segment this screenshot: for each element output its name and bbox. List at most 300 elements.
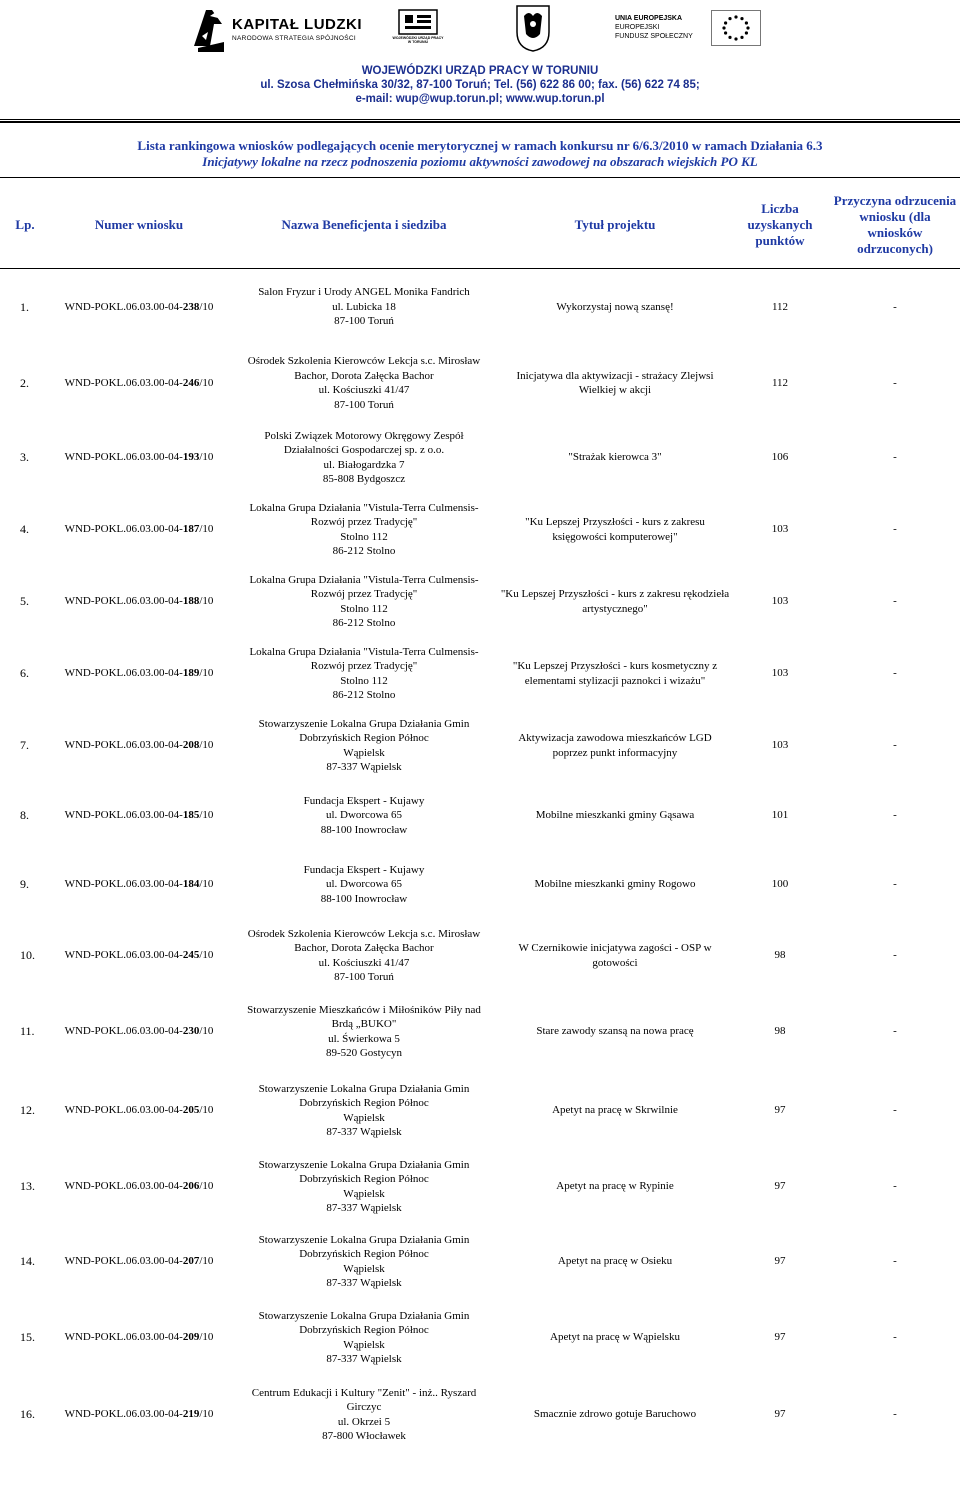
rejection-reason: -: [893, 451, 897, 464]
application-number-prefix: WND-POKL.06.03.00-04-: [64, 1331, 183, 1344]
cell-number: [50, 850, 228, 920]
points-value: 101: [771, 809, 789, 822]
points-value: 97: [774, 1408, 786, 1421]
application-number-id: 189: [182, 667, 200, 680]
beneficiary-line: 87-337 Wąpielsk: [326, 761, 402, 773]
cell-lp: [0, 638, 50, 710]
rejection-reason: -: [893, 523, 897, 536]
column-header-lp: Lp.: [0, 182, 50, 269]
beneficiary-line: Stowarzyszenie Lokalna Grupa Działania Gmin: [258, 1082, 470, 1095]
row-lp: 4.: [20, 522, 29, 537]
wup-logo-label: WOJEWÓDZKI URZĄD PRACY W TORUNIU: [392, 36, 444, 44]
cell-reason: [830, 850, 960, 920]
cell-reason: [830, 920, 960, 992]
cell-points: [730, 1224, 830, 1300]
project-title: Mobilne mieszkanki gminy Rogowo: [534, 878, 696, 891]
cell-reason: [830, 345, 960, 422]
cell-number: [50, 992, 228, 1072]
office-contact: e-mail: wup@wup.torun.pl; www.wup.torun.pl: [355, 93, 605, 105]
column-header-beneficiary: Nazwa Beneficjenta i siedziba: [228, 182, 500, 269]
logo-bar: [0, 0, 960, 62]
cell-points: [730, 1376, 830, 1454]
points-value: 103: [771, 667, 789, 680]
title-bottom-rule: [0, 177, 960, 178]
rejection-reason: -: [893, 1331, 897, 1344]
beneficiary-line: Brdą „BUKO": [331, 1018, 397, 1030]
table-row: [0, 920, 960, 992]
rejection-reason: -: [893, 739, 897, 752]
cell-lp: [0, 920, 50, 992]
cell-points: [730, 920, 830, 992]
cell-lp: [0, 1072, 50, 1150]
rejection-reason: -: [893, 1180, 897, 1193]
table-header-row: [0, 182, 960, 269]
project-title: Apetyt na pracę w Rypinie: [556, 1180, 674, 1193]
cell-lp: [0, 782, 50, 850]
rejection-reason: -: [893, 809, 897, 822]
cell-number: [50, 422, 228, 494]
cell-beneficiary: [228, 710, 500, 782]
cell-reason: [830, 1224, 960, 1300]
column-header-title: Tytuł projektu: [500, 182, 730, 269]
cell-number: [50, 345, 228, 422]
cell-beneficiary: [228, 992, 500, 1072]
row-lp: 2.: [20, 375, 29, 390]
table-row: [0, 638, 960, 710]
table-row: [0, 992, 960, 1072]
application-number-prefix: WND-POKL.06.03.00-04-: [64, 1408, 183, 1421]
office-address: ul. Szosa Chełmińska 30/32, 87-100 Toruń; Tel. (56) 622 86 00; fax. (56) 622 74 85;: [260, 79, 700, 91]
points-value: 97: [774, 1331, 786, 1344]
application-number-id: 185: [182, 809, 200, 822]
project-title: "Strażak kierowca 3": [568, 451, 662, 464]
beneficiary-line: 87-100 Toruń: [334, 398, 394, 411]
application-number-suffix: /10: [199, 1180, 214, 1193]
row-lp: 8.: [20, 808, 29, 823]
cell-number: [50, 1072, 228, 1150]
beneficiary-line: Dobrzyńskich Region Północ: [299, 732, 429, 744]
points-value: 100: [771, 878, 789, 891]
cell-lp: [0, 1376, 50, 1454]
cell-beneficiary: [228, 566, 500, 638]
beneficiary-line: 87-337 Wąpielsk: [326, 1353, 402, 1365]
cell-points: [730, 422, 830, 494]
points-value: 98: [774, 949, 786, 962]
points-value: 97: [774, 1255, 786, 1268]
cell-points: [730, 566, 830, 638]
beneficiary-line: Stolno 112: [340, 602, 388, 615]
application-number-prefix: WND-POKL.06.03.00-04-: [64, 595, 183, 608]
header-top-rule-thick: [0, 121, 960, 123]
project-title: Smacznie zdrowo gotuje Baruchowo: [533, 1408, 697, 1421]
application-number-prefix: WND-POKL.06.03.00-04-: [64, 1025, 183, 1038]
rejection-reason: -: [893, 1104, 897, 1117]
table-row: [0, 422, 960, 494]
application-number-suffix: /10: [199, 451, 214, 464]
project-title: Inicjatywa dla aktywizacji - strażacy Zlejwsi Wielkiej w akcji: [516, 369, 714, 396]
cell-points: [730, 494, 830, 566]
row-lp: 15.: [20, 1330, 35, 1345]
table-row: [0, 1376, 960, 1454]
cell-points: [730, 992, 830, 1072]
application-number-prefix: WND-POKL.06.03.00-04-: [64, 667, 183, 680]
beneficiary-line: Dobrzyńskich Region Północ: [299, 1324, 429, 1336]
beneficiary-line: 88-100 Inowrocław: [320, 823, 408, 836]
cell-project-title: [500, 782, 730, 850]
ranking-table: [0, 182, 960, 1454]
beneficiary-line: Salon Fryzur i Urody ANGEL Monika Fandrich: [258, 286, 470, 298]
beneficiary-line: 88-100 Inowrocław: [320, 892, 408, 905]
beneficiary-line: ul. Lubicka 18: [332, 300, 396, 313]
cell-number: [50, 494, 228, 566]
cell-beneficiary: [228, 269, 500, 345]
rejection-reason: -: [893, 667, 897, 680]
cell-reason: [830, 494, 960, 566]
beneficiary-line: Stowarzyszenie Lokalna Grupa Działania Gmin: [258, 1309, 470, 1322]
document-title-line2: Inicjatywy lokalne na rzecz podnoszenia poziomu aktywności zawodowej na obszarach wiejskich PO KL: [202, 154, 758, 169]
table-row: [0, 1300, 960, 1376]
eu-logo-text: [615, 14, 693, 41]
cell-project-title: [500, 710, 730, 782]
cell-beneficiary: [228, 1376, 500, 1454]
application-number-id: 188: [182, 595, 200, 608]
beneficiary-line: Lokalna Grupa Działania "Vistula-Terra Culmensis-: [249, 501, 479, 514]
beneficiary-line: Dobrzyńskich Region Północ: [299, 1248, 429, 1260]
eu-logo-line3: FUNDUSZ SPOŁECZNY: [615, 33, 693, 40]
beneficiary-line: Bachor, Dorota Załęcka Bachor: [294, 369, 434, 382]
project-title: Stare zawody szansą na nowa pracę: [536, 1025, 694, 1038]
beneficiary-line: Polski Związek Motorowy Okręgowy Zespół: [264, 429, 464, 442]
row-lp: 11.: [20, 1024, 35, 1039]
cell-number: [50, 638, 228, 710]
row-lp: 6.: [20, 666, 29, 681]
project-title: Apetyt na pracę w Osieku: [557, 1255, 673, 1268]
rejection-reason: -: [893, 1408, 897, 1421]
beneficiary-line: ul. Świerkowa 5: [328, 1032, 400, 1045]
beneficiary-line: Dobrzyńskich Region Północ: [299, 1173, 429, 1185]
beneficiary-line: Rozwój przez Tradycję": [310, 660, 418, 672]
application-number-prefix: WND-POKL.06.03.00-04-: [64, 1104, 183, 1117]
beneficiary-line: Bachor, Dorota Załęcka Bachor: [294, 942, 434, 954]
points-value: 112: [771, 300, 789, 313]
beneficiary-line: ul. Dworcowa 65: [325, 878, 403, 891]
column-header-number: Numer wniosku: [50, 182, 228, 269]
cell-project-title: [500, 638, 730, 710]
application-number-suffix: /10: [199, 1104, 214, 1117]
row-lp: 14.: [20, 1254, 35, 1269]
cell-beneficiary: [228, 345, 500, 422]
cell-project-title: [500, 1224, 730, 1300]
application-number-suffix: /10: [199, 1408, 214, 1421]
table-row: [0, 345, 960, 422]
points-value: 97: [774, 1180, 786, 1193]
beneficiary-line: 86-212 Stolno: [332, 617, 396, 629]
cell-points: [730, 1072, 830, 1150]
row-lp: 3.: [20, 450, 29, 465]
beneficiary-line: Dobrzyńskich Region Północ: [299, 1097, 429, 1109]
cell-lp: [0, 494, 50, 566]
cell-project-title: [500, 269, 730, 345]
cell-project-title: [500, 1300, 730, 1376]
project-title: Wykorzystaj nową szansę!: [556, 300, 674, 313]
cell-points: [730, 638, 830, 710]
beneficiary-line: Centrum Edukacji i Kultury "Zenit" - inż.. Ryszard: [251, 1386, 477, 1399]
application-number-id: 209: [182, 1331, 200, 1344]
rejection-reason: -: [893, 595, 897, 608]
beneficiary-line: Działalności Gospodarczej sp. z o.o.: [283, 444, 445, 456]
rejection-reason: -: [893, 300, 897, 313]
project-title: "Ku Lepszej Przyszłości - kurs z zakresu rękodzieła artystycznego": [500, 588, 730, 615]
beneficiary-line: 87-100 Toruń: [334, 971, 394, 983]
cell-lp: [0, 710, 50, 782]
points-value: 103: [771, 595, 789, 608]
beneficiary-line: 85-808 Bydgoszcz: [322, 473, 406, 485]
beneficiary-line: 87-337 Wąpielsk: [326, 1126, 402, 1138]
cell-project-title: [500, 1072, 730, 1150]
rejection-reason: -: [893, 1025, 897, 1038]
application-number-prefix: WND-POKL.06.03.00-04-: [64, 809, 183, 822]
application-number-id: 230: [182, 1025, 200, 1038]
cell-number: [50, 782, 228, 850]
table-row: [0, 1224, 960, 1300]
application-number-prefix: WND-POKL.06.03.00-04-: [64, 878, 183, 891]
beneficiary-line: 87-337 Wąpielsk: [326, 1202, 402, 1214]
cell-points: [730, 1300, 830, 1376]
beneficiary-line: Wąpielsk: [343, 746, 385, 759]
row-lp: 16.: [20, 1407, 35, 1422]
table-row: [0, 1072, 960, 1150]
beneficiary-line: Stolno 112: [340, 530, 388, 543]
eu-logo-line2: EUROPEJSKI: [615, 24, 660, 31]
cell-reason: [830, 710, 960, 782]
rejection-reason: -: [893, 376, 897, 389]
beneficiary-line: ul. Kościuszki 41/47: [318, 956, 410, 969]
office-name: WOJEWÓDZKI URZĄD PRACY W TORUNIU: [361, 65, 599, 77]
application-number-suffix: /10: [199, 739, 214, 752]
cell-points: [730, 710, 830, 782]
table-row: [0, 1150, 960, 1224]
cell-lp: [0, 269, 50, 345]
application-number-suffix: /10: [199, 595, 214, 608]
cell-project-title: [500, 1150, 730, 1224]
application-number-suffix: /10: [199, 878, 214, 891]
eu-flag-icon: [711, 10, 761, 46]
cell-points: [730, 782, 830, 850]
application-number-id: 208: [182, 739, 200, 752]
cell-lp: [0, 1300, 50, 1376]
rejection-reason: -: [893, 949, 897, 962]
beneficiary-line: 87-100 Toruń: [334, 315, 394, 327]
cell-reason: [830, 1376, 960, 1454]
cell-number: [50, 566, 228, 638]
beneficiary-line: Rozwój przez Tradycję": [310, 588, 418, 600]
row-lp: 13.: [20, 1179, 35, 1194]
kapital-ludzki-mark-icon: [192, 6, 226, 52]
row-lp: 1.: [20, 299, 29, 314]
application-number-id: 207: [182, 1255, 200, 1268]
points-value: 97: [774, 1104, 786, 1117]
points-value: 112: [771, 376, 789, 389]
application-number-id: 193: [182, 451, 200, 464]
rejection-reason: -: [893, 878, 897, 891]
application-number-prefix: WND-POKL.06.03.00-04-: [64, 949, 183, 962]
application-number-id: 184: [182, 878, 200, 891]
cell-beneficiary: [228, 422, 500, 494]
cell-project-title: [500, 920, 730, 992]
application-number-suffix: /10: [199, 1025, 214, 1038]
rejection-reason: -: [893, 1255, 897, 1268]
table-row: [0, 269, 960, 345]
cell-beneficiary: [228, 782, 500, 850]
project-title: Apetyt na pracę w Skrwilnie: [552, 1104, 678, 1117]
points-value: 98: [774, 1025, 786, 1038]
cell-number: [50, 1224, 228, 1300]
cell-reason: [830, 1300, 960, 1376]
cell-reason: [830, 566, 960, 638]
cell-beneficiary: [228, 1300, 500, 1376]
document-title: [0, 138, 960, 170]
application-number-suffix: /10: [199, 376, 214, 389]
cell-beneficiary: [228, 1150, 500, 1224]
beneficiary-line: Wąpielsk: [343, 1111, 385, 1124]
beneficiary-line: Stowarzyszenie Lokalna Grupa Działania Gmin: [258, 717, 470, 730]
application-number-suffix: /10: [199, 949, 214, 962]
application-number-prefix: WND-POKL.06.03.00-04-: [64, 451, 183, 464]
application-number-suffix: /10: [199, 809, 214, 822]
document-title-line1: Lista rankingowa wniosków podlegających ocenie merytorycznej w ramach konkursu nr 6/6.3/2010 w ramach Działania 6.3: [137, 138, 823, 153]
row-lp: 5.: [20, 594, 29, 609]
beneficiary-line: 86-212 Stolno: [332, 689, 396, 701]
table-body: [0, 269, 960, 1454]
eu-logo-line1: UNIA EUROPEJSKA: [615, 15, 683, 22]
cell-project-title: [500, 566, 730, 638]
beneficiary-line: ul. Dworcowa 65: [325, 809, 403, 822]
beneficiary-line: 87-337 Wąpielsk: [326, 1277, 402, 1289]
project-title: W Czernikowie inicjatywa zagości - OSP w gotowości: [518, 942, 712, 969]
application-number-prefix: WND-POKL.06.03.00-04-: [64, 739, 183, 752]
cell-project-title: [500, 850, 730, 920]
beneficiary-line: Lokalna Grupa Działania "Vistula-Terra Culmensis-: [249, 645, 479, 658]
wup-emblem-icon: [391, 8, 445, 36]
cell-reason: [830, 638, 960, 710]
beneficiary-line: Stowarzyszenie Mieszkańców i Miłośników Piły nad: [247, 1003, 481, 1016]
cell-lp: [0, 1150, 50, 1224]
cell-lp: [0, 850, 50, 920]
cell-project-title: [500, 992, 730, 1072]
cell-reason: [830, 422, 960, 494]
cell-lp: [0, 422, 50, 494]
table-row: [0, 782, 960, 850]
cell-reason: [830, 992, 960, 1072]
beneficiary-line: Wąpielsk: [343, 1262, 385, 1275]
project-title: "Ku Lepszej Przyszłości - kurs z zakresu księgowości komputerowej": [525, 516, 705, 543]
points-value: 103: [771, 523, 789, 536]
application-number-id: 219: [182, 1408, 200, 1421]
cell-project-title: [500, 1376, 730, 1454]
cell-beneficiary: [228, 638, 500, 710]
cell-reason: [830, 1072, 960, 1150]
cell-lp: [0, 992, 50, 1072]
application-number-id: 246: [182, 376, 200, 389]
application-number-id: 238: [182, 300, 200, 313]
application-number-id: 245: [182, 949, 200, 962]
wup-logo: [391, 8, 445, 48]
application-number-suffix: /10: [199, 523, 214, 536]
cell-beneficiary: [228, 850, 500, 920]
kapital-ludzki-title: KAPITAŁ LUDZKI: [232, 16, 363, 33]
application-number-suffix: /10: [199, 1331, 214, 1344]
cell-beneficiary: [228, 1072, 500, 1150]
office-header: [0, 64, 960, 106]
beneficiary-line: 86-212 Stolno: [332, 545, 396, 557]
cell-reason: [830, 269, 960, 345]
beneficiary-line: Stowarzyszenie Lokalna Grupa Działania Gmin: [258, 1158, 470, 1171]
table-row: [0, 566, 960, 638]
beneficiary-line: Stolno 112: [340, 674, 388, 687]
cell-beneficiary: [228, 1224, 500, 1300]
beneficiary-line: Ośrodek Szkolenia Kierowców Lekcja s.c. Mirosław: [247, 355, 481, 367]
cell-lp: [0, 1224, 50, 1300]
application-number-suffix: /10: [199, 667, 214, 680]
table-row: [0, 850, 960, 920]
row-lp: 9.: [20, 877, 29, 892]
eu-logo: [611, 10, 761, 50]
cell-number: [50, 920, 228, 992]
cell-points: [730, 1150, 830, 1224]
cell-number: [50, 710, 228, 782]
row-lp: 7.: [20, 738, 29, 753]
beneficiary-line: Wąpielsk: [343, 1187, 385, 1200]
column-header-reason: Przyczyna odrzucenia wniosku (dla wniosków odrzuconych): [830, 182, 960, 269]
project-title: "Ku Lepszej Przyszłości - kurs kosmetyczny z elementami stylizacji paznokci i wizażu": [512, 660, 718, 687]
cell-beneficiary: [228, 494, 500, 566]
cell-number: [50, 269, 228, 345]
beneficiary-line: Stowarzyszenie Lokalna Grupa Działania Gmin: [258, 1233, 470, 1246]
cell-points: [730, 850, 830, 920]
project-title: Mobilne mieszkanki gminy Gąsawa: [535, 809, 695, 822]
kapital-ludzki-subtitle: NARODOWA STRATEGIA SPÓJNOŚCI: [232, 35, 356, 42]
cell-points: [730, 345, 830, 422]
application-number-prefix: WND-POKL.06.03.00-04-: [64, 376, 183, 389]
points-value: 103: [771, 739, 789, 752]
beneficiary-line: Ośrodek Szkolenia Kierowców Lekcja s.c. Mirosław: [247, 927, 481, 940]
row-lp: 12.: [20, 1103, 35, 1118]
row-lp: 10.: [20, 948, 35, 963]
beneficiary-line: ul. Białogardzka 7: [323, 458, 405, 471]
points-value: 106: [771, 451, 789, 464]
cell-reason: [830, 782, 960, 850]
cell-project-title: [500, 494, 730, 566]
application-number-prefix: WND-POKL.06.03.00-04-: [64, 1180, 183, 1193]
cell-beneficiary: [228, 920, 500, 992]
cell-number: [50, 1300, 228, 1376]
beneficiary-line: 89-520 Gostycyn: [325, 1047, 403, 1059]
header-top-rule: [0, 119, 960, 120]
beneficiary-line: Rozwój przez Tradycję": [310, 516, 418, 528]
cell-project-title: [500, 422, 730, 494]
cell-reason: [830, 1150, 960, 1224]
cell-lp: [0, 345, 50, 422]
table-row: [0, 710, 960, 782]
beneficiary-line: ul. Kościuszki 41/47: [318, 384, 410, 396]
column-header-points: Liczba uzyskanych punktów: [730, 182, 830, 269]
beneficiary-line: 87-800 Włocławek: [322, 1430, 406, 1442]
application-number-prefix: WND-POKL.06.03.00-04-: [64, 523, 183, 536]
cell-project-title: [500, 345, 730, 422]
application-number-id: 206: [182, 1180, 200, 1193]
beneficiary-line: Wąpielsk: [343, 1338, 385, 1351]
project-title: Aktywizacja zawodowa mieszkańców LGD poprzez punkt informacyjny: [518, 732, 712, 759]
